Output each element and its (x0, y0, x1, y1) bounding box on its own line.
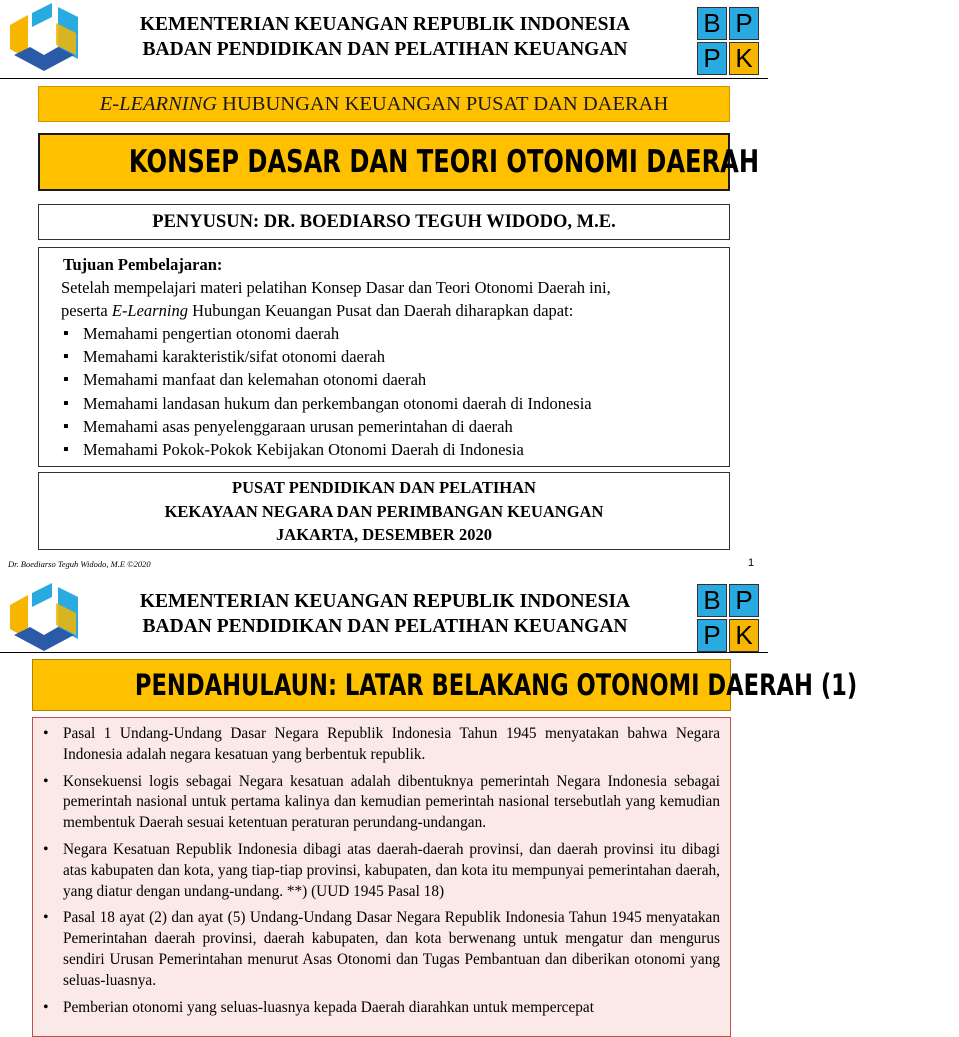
bppk-letter: K (729, 619, 759, 652)
objectives-heading: Tujuan Pembelajaran: (63, 255, 223, 274)
header-divider (0, 652, 768, 653)
header-line-2: BADAN PENDIDIKAN DAN PELATIHAN KEUANGAN (142, 616, 628, 637)
kemenkeu-logo (8, 583, 80, 655)
list-item: • Negara Kesatuan Republik Indonesia dibagi atas daerah-daerah provinsi, dan daerah provinsi itu dibagi atas kabupaten dan kota, yang tiap-tiap provinsi, kabupaten, dan kota itu mempunyai pemerintahan daerah, yang diatur dengan undang-undang. **) (UUD 1945 Pasal 18) (37, 840, 720, 902)
bppk-logo (697, 7, 759, 73)
content-box (32, 717, 731, 1037)
bppk-letter: K (729, 42, 759, 75)
header-line-1: KEMENTERIAN KEUANGAN REPUBLIK INDONESIA (139, 591, 631, 612)
slide-title-text: PENDAHULAUN: LATAR BELAKANG OTONOMI DAERAH (1) (134, 668, 858, 702)
list-item: • Pemberian otonomi yang seluas-luasnya kepada Daerah diarahkan untuk mempercepat (37, 998, 720, 1019)
bppk-logo (697, 584, 759, 650)
elearning-banner (38, 86, 730, 122)
objectives-intro (61, 276, 719, 322)
list-item: ▪ Memahami manfaat dan kelemahan otonomi daerah (61, 368, 719, 391)
objectives-list (61, 322, 719, 461)
slide-2 (0, 576, 858, 1024)
bppk-letter: B (697, 584, 727, 617)
author-box (38, 204, 730, 240)
slide-title-text: KONSEP DASAR DAN TEORI OTONOMI DAERAH (128, 144, 760, 180)
institution-line-1: PUSAT PENDIDIKAN DAN PELATIHAN (232, 478, 536, 497)
slide-1 (0, 0, 768, 576)
list-item: ▪ Memahami pengertian otonomi daerah (61, 322, 719, 345)
list-item: • Pasal 1 Undang-Undang Dasar Negara Republik Indonesia Tahun 1945 menyatakan bahwa Negara Indonesia adalah negara kesatuan yang berbentuk republik. (37, 724, 720, 766)
list-item: ▪ Memahami karakteristik/sifat otonomi daerah (61, 345, 719, 368)
institution-line-2: KEKAYAAN NEGARA DAN PERIMBANGAN KEUANGAN (164, 501, 604, 521)
objectives-intro-line-2: peserta E-Learning Hubungan Keuangan Pusat dan Daerah diharapkan dapat: (61, 301, 574, 320)
copyright-text: Dr. Boediarso Teguh Widodo, M.E ©2020 (8, 559, 151, 569)
list-item: • Pasal 18 ayat (2) dan ayat (5) Undang-Undang Dasar Negara Republik Indonesia Tahun 1945 menyatakan Pemerintahan daerah provinsi, daerah kabupaten, dan kota berwenang untuk mengatur dan mengurus sendiri Urusan Pemerintahan menurut Asas Otonomi dan Tugas Pembantuan dan diberikan otonomi yang seluas-luasnya. (37, 908, 720, 991)
list-item: ▪ Memahami asas penyelenggaraan urusan pemerintahan di daerah (61, 415, 719, 438)
header-line-2: BADAN PENDIDIKAN DAN PELATIHAN KEUANGAN (142, 39, 628, 60)
objectives-intro-line-1: Setelah mempelajari materi pelatihan Konsep Dasar dan Teori Otonomi Daerah ini, (61, 278, 611, 297)
header-title (95, 589, 675, 639)
bppk-letter: P (697, 619, 727, 652)
list-item: ▪ Memahami landasan hukum dan perkembangan otonomi daerah di Indonesia (61, 392, 719, 415)
bppk-letter: P (729, 584, 759, 617)
content-list (37, 724, 720, 1018)
kemenkeu-logo (8, 3, 80, 75)
bppk-letter: P (729, 7, 759, 40)
objectives-box (38, 247, 730, 467)
header-line-1: KEMENTERIAN KEUANGAN REPUBLIK INDONESIA (139, 14, 631, 35)
header-title (95, 12, 675, 62)
bppk-letter: P (697, 42, 727, 75)
institution-line-3: JAKARTA, DESEMBER 2020 (276, 525, 492, 544)
bppk-letter: B (697, 7, 727, 40)
page-number: 1 (748, 557, 755, 569)
institution-box (38, 472, 730, 550)
list-item: ▪ Memahami Pokok-Pokok Kebijakan Otonomi Daerah di Indonesia (61, 438, 719, 461)
list-item: • Konsekuensi logis sebagai Negara kesatuan adalah dibentuknya pemerintah Negara Indonesia sebagai pemerintah nasional untuk pertama kalinya dan kemudian pemerintah nasional tersebutlah yang kemudian membentuk Daerah sesuai ketentuan peraturan perundang-undangan. (37, 772, 720, 834)
header-divider (0, 78, 768, 79)
slide-title (38, 133, 760, 191)
author-text: PENYUSUN: DR. BOEDIARSO TEGUH WIDODO, M.E. (152, 212, 616, 232)
elearning-rest: HUBUNGAN KEUANGAN PUSAT DAN DAERAH (217, 93, 669, 115)
slide-title (32, 659, 858, 711)
elearning-italic: E-LEARNING (99, 93, 218, 115)
